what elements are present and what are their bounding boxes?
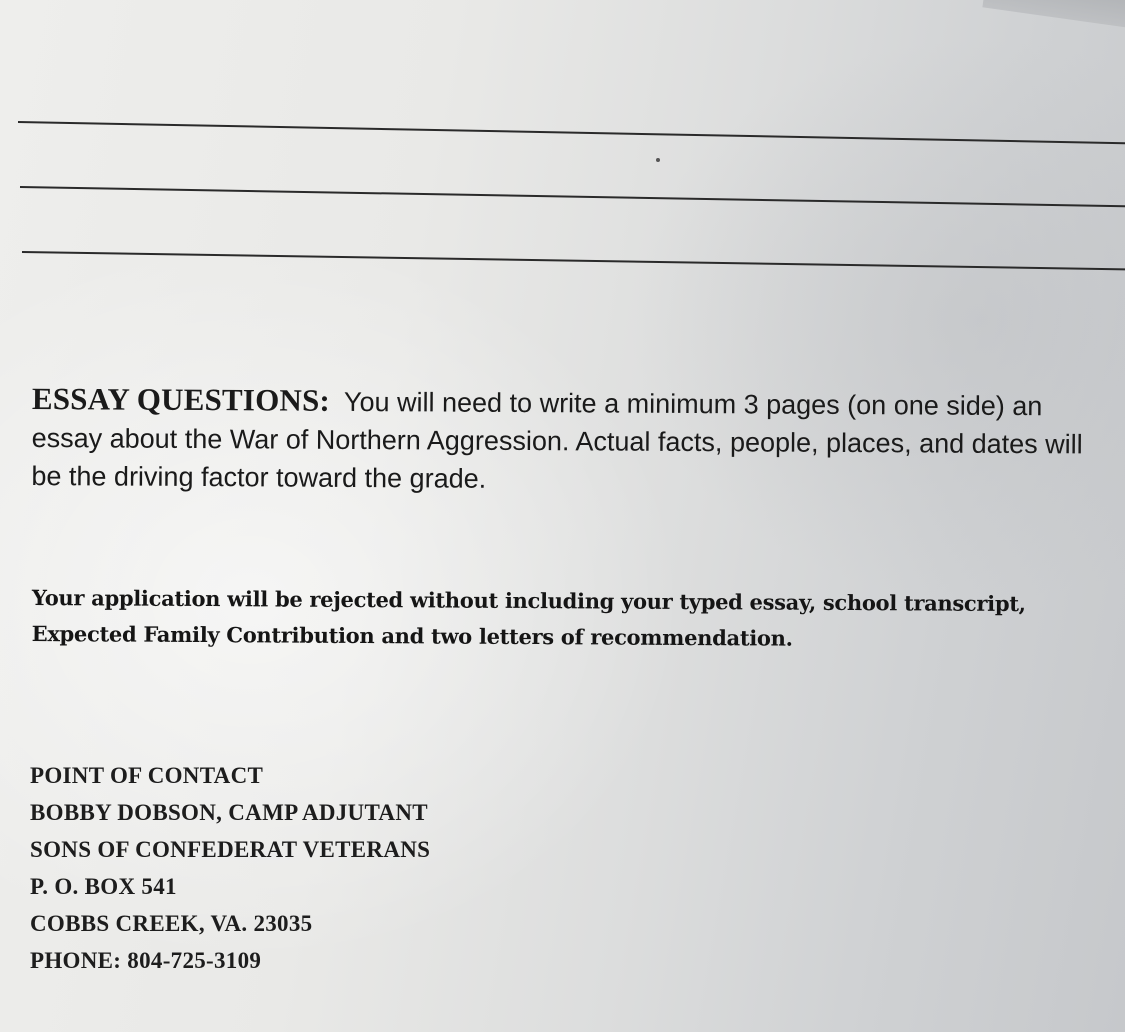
point-of-contact-block [30,757,430,979]
blank-answer-line-1 [18,121,1125,145]
stray-mark [656,158,660,162]
essay-heading: ESSAY QUESTIONS: [31,380,331,418]
essay-section [31,380,1112,502]
contact-line-title: POINT OF CONTACT [30,763,264,788]
blank-answer-line-3 [22,251,1125,271]
blank-answer-line-2 [20,186,1125,208]
essay-instructions: You will need to write a minimum 3 pages (on one side) an essay about the War of Northern Aggression. Actual facts, people, places, and dates will be the driving factor toward the grade. [31,386,1083,494]
contact-line-po-box: P. O. BOX 541 [30,874,177,899]
contact-line-city: COBBS CREEK, VA. 23035 [30,911,313,936]
page-corner [982,0,1125,32]
rejection-notice: Your application will be rejected without including your typed essay, school transcript, Expected Family Contribution and two letters of recommendation. [31,584,1026,651]
contact-line-phone: PHONE: 804-725-3109 [30,948,262,973]
contact-line-name: BOBBY DOBSON, CAMP ADJUTANT [30,800,428,825]
contact-line-organization: SONS OF CONFEDERAT VETERANS [30,837,431,862]
